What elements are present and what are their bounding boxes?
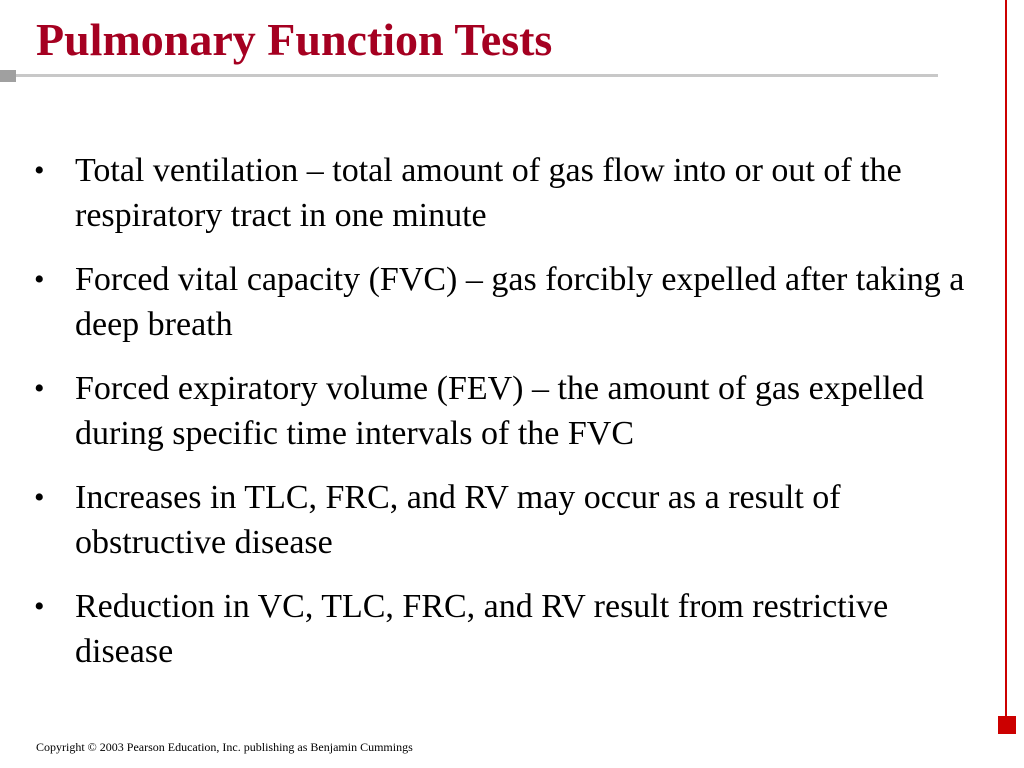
bullet-text: Forced expiratory volume (FEV) – the amount of gas expelled during specific time intervals of the FVC: [75, 370, 924, 452]
bullet-icon: •: [34, 481, 45, 514]
bullet-text: Reduction in VC, TLC, FRC, and RV result from restrictive disease: [75, 588, 889, 670]
accent-square: [0, 70, 16, 82]
bullet-icon: •: [34, 590, 45, 623]
bullet-icon: •: [34, 372, 45, 405]
bullet-text: Total ventilation – total amount of gas flow into or out of the respiratory tract in one minute: [75, 152, 902, 234]
bullet-item: [30, 257, 990, 347]
slide-title: Pulmonary Function Tests: [36, 14, 553, 65]
bullet-icon: •: [34, 154, 45, 187]
bullet-text: Increases in TLC, FRC, and RV may occur as a result of obstructive disease: [75, 479, 841, 561]
vertical-accent-line: [1005, 0, 1007, 716]
bullet-item: [30, 366, 990, 456]
bullet-item: [30, 148, 990, 238]
bullet-text: Forced vital capacity (FVC) – gas forcibly expelled after taking a deep breath: [75, 261, 965, 343]
corner-accent-square: [998, 716, 1016, 734]
copyright-footer: Copyright © 2003 Pearson Education, Inc. publishing as Benjamin Cummings: [36, 740, 413, 754]
bullet-item: [30, 584, 990, 674]
bullet-item: [30, 475, 990, 565]
bullet-icon: •: [34, 263, 45, 296]
bullet-list: [30, 148, 990, 693]
title-rule: [16, 74, 938, 77]
